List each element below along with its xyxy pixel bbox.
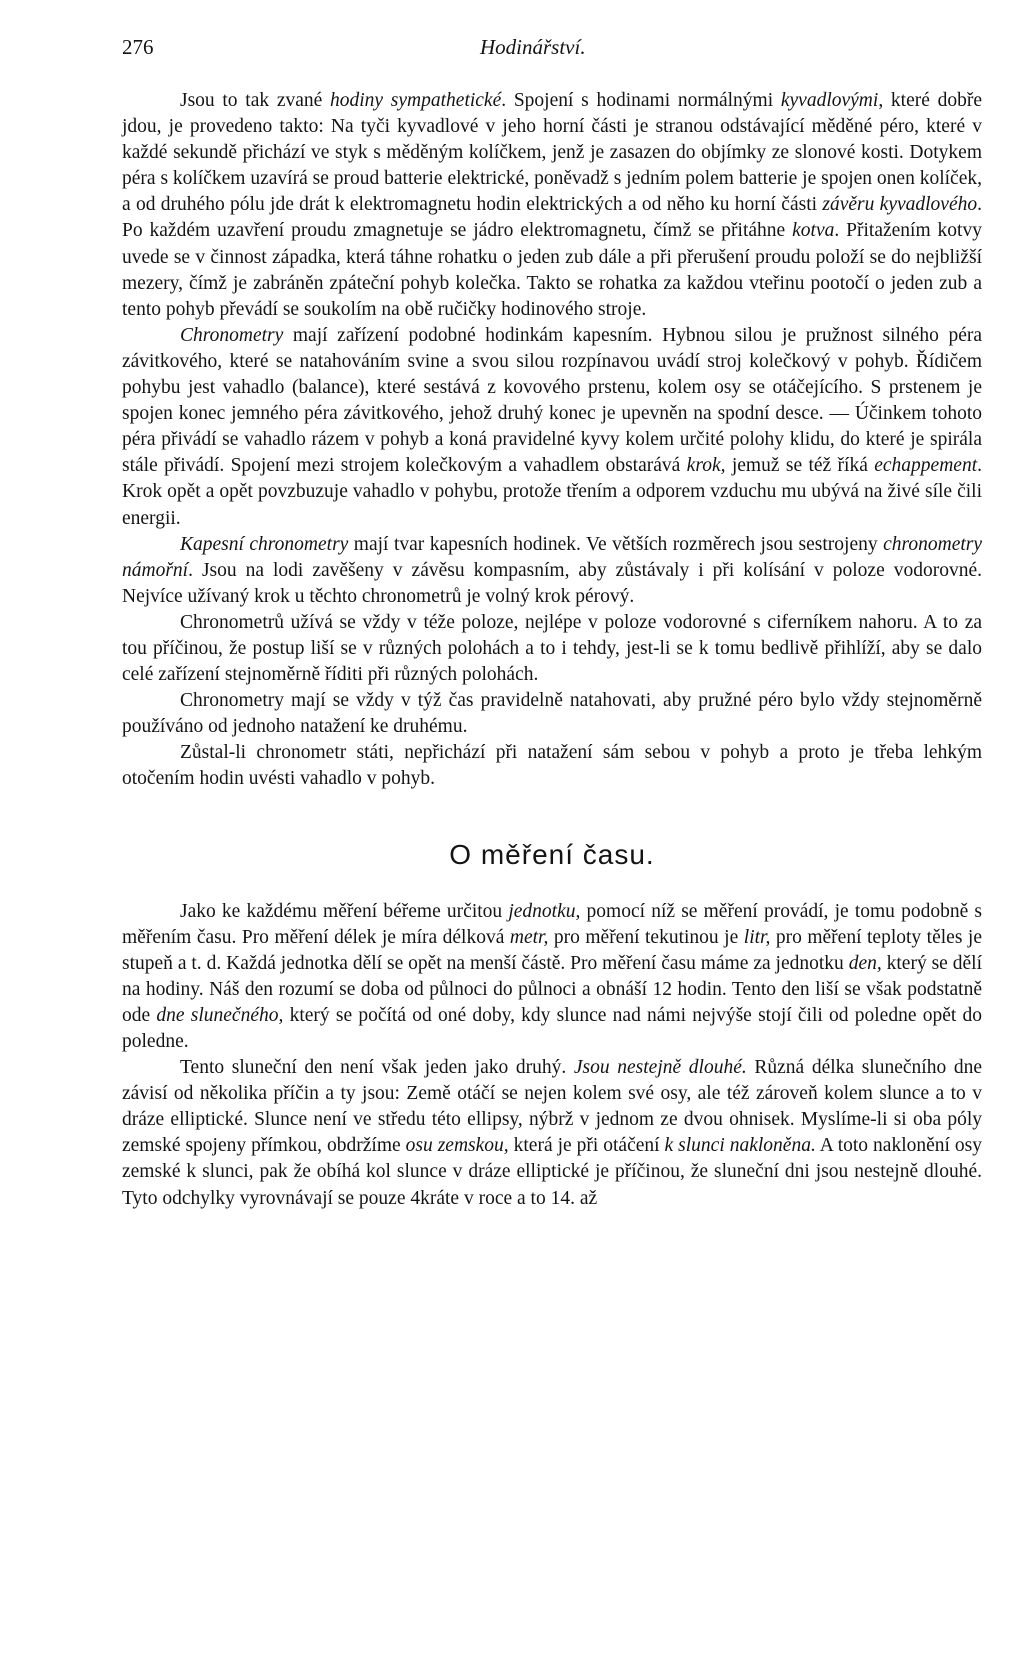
text-run: Tento sluneční den není však jeden jako druhý. [180,1057,574,1079]
page-header [122,34,982,68]
emphasis: litr, [743,926,771,948]
text-run: Jsou to tak zvané [180,90,330,111]
text-run: který se dělí na hodiny. Náš den rozumí se doba od půlnoci do půlnoci a obnáší 12 hodin. Tento den liší se však podstatně ode [122,952,982,1026]
text-run: mají tvar kapesních hodinek. Ve větších rozměrech jsou sestrojeny [348,533,884,555]
text-run: jemuž se též říká [725,455,875,477]
emphasis: Kapesní chronometry [180,533,349,555]
running-title: Hodinářství. [480,35,586,59]
text-run: který se počítá od oné doby, kdy slunce nad námi nejvýše stojí čili od poledne opět do poledne. [122,1004,982,1052]
paragraph-chronometer-stopped: Zůstal-li chronometr státi, nepřichází při natažení sám sebou v pohyb a proto je třeba lehkým otočením hodin uvésti vahadlo v pohyb. [122,742,982,790]
emphasis: den, [848,952,882,974]
text-run: A toto naklonění osy zemské k slunci, pak že obíhá kol slunce v dráze elliptické je příčinou, že sluneční dni jsou nestejně dlouhé. Tyto odchylky vyrovnávají se pouze 4kráte v roce a to 14. až [122,1135,982,1209]
text-run: pro měření teploty těles je stupeň a t. d. Každá jednotka dělí se opět na menší částě. Pro měření času máme za jednotku [122,926,982,974]
emphasis: hodiny sympathetické [330,90,502,111]
emphasis: kyvadlovými [780,90,879,111]
text-run: která je při otáčení [508,1135,665,1157]
text-run: Jako ke každému měření béřeme určitou [180,900,509,922]
emphasis: osu zemskou, [405,1135,509,1157]
text-run: . Krok opět a opět povzbuzuje vahadlo v pohybu, protože třením a odporem vzduchu mu ubývá na živé síle čili energii. [122,455,982,529]
emphasis: metr, [509,926,549,948]
emphasis: Chronometry [180,324,284,346]
page-number: 276 [122,35,154,59]
text-run: . Jsou na lodi zavěšeny v závěsu kompasním, aby zůstávaly i při kolísání v poloze vodorovné. Nejvíce užívaný krok u těchto chronometrů je volný krok pérový. [122,559,982,607]
emphasis: dne slunečného, [156,1004,284,1026]
section-heading: O měření času. [449,838,655,870]
text-run: Různá délka slunečního dne závisí od několika příčin a ty jsou: Země otáčí se nejen kolem své osy, ale též zároveň kolem slunce a to v dráze elliptické. Slunce není ve středu této ellipsy, nýbrž v jednom ze dvou ohnisek. Myslíme-li si oba póly zemské spojeny přímkou, obdržíme [122,1057,982,1157]
text-run: . Přitažením kotvy uvede se v činnost západka, která táhne rohatku o jeden zub dále a při přerušení proudu položí se do nejbližší mezery, čímž je zabráněn zpáteční pohyb kolečka. Takto se rohatka za každou vteřinu pootočí o jeden zub a tento pohyb převádí se soukolím na obě ručičky hodinového stroje. [122,220,982,320]
paragraph-pocket-chronometers [122,532,982,610]
text-run: mají zařízení podobné hodinkám kapesním. Hybnou silou je pružnost silného péra závitkového, které se natahováním svine a svou silou rozpínavou uvádí stroj kolečkový v pohyb. Řídičem pohybu jest vahadlo (balance), které sestává z kovového prstenu, kolem osy se otáčejícího. S prstenem je spojen konec jemného péra závitkového, jehož druhý konec je upevněn na spodní desce. — Účinkem tohoto péra přivádí se vahadlo rázem v pohyb a koná pravidelné kyvy kolem určité polohy klidu, do které je spirála stále přivádí. Spojení mezi strojem kolečkovým a vahadlem obstarává [122,324,982,477]
emphasis: chronometry námořní [122,533,983,581]
paragraph-solar-day [122,1055,982,1212]
emphasis: závěru kyvadlového [822,194,978,216]
paragraph-sympathetic-clocks [122,88,982,323]
text-run: pomocí níž se měření provádí, je tomu podobně s měřením času. Pro měření délek je míra délková [122,900,982,948]
emphasis: k slunci nakloněna. [664,1135,816,1157]
emphasis: kotva [792,220,835,242]
book-page [122,34,982,1212]
paragraph-time-units [122,899,982,1056]
emphasis: jednotku, [508,900,581,922]
paragraph-chronometers [122,323,982,532]
text-run: . Spojení s hodinami normálnými [501,90,781,111]
text-run: , které dobře jdou, je provedeno takto: Na tyči kyvadlové v jeho horní části je stranou odstávající měděné péro, které v každé sekundě přichází ve styk s měděným kolíčkem, jenž je zasazen do objímky ze slonové kosti. Dotykem péra s kolíčkem uzavírá se proud batterie elektrické, poněvadž s jedním polem batterie je spojen onen kolíček, a od druhého pólu jde drát k elektromagnetu hodin elektrických a od něho ku horní části [122,90,982,216]
emphasis: krok, [686,455,726,477]
text-run: . Po každém uzavření proudu zmagnetuje se jádro elektromagnetu, čímž se přitáhne [122,194,982,242]
emphasis: echappement [874,455,978,477]
emphasis: Jsou nestejně dlouhé. [573,1057,747,1079]
paragraph-chronometer-winding: Chronometry mají se vždy v týž čas pravidelně natahovati, aby pružné péro bylo vždy stejnoměrně používáno od jednoho natažení ke druhému. [122,690,982,738]
paragraph-chronometer-position: Chronometrů užívá se vždy v téže poloze, nejlépe v poloze vodorovné s ciferníkem nahoru. A to za tou příčinou, že postup liší se v různých polohách a to i tehdy, jest-li se k tomu bedlivě přihlíží, aby se dalo celé zařízení stejnoměrně říditi při různých polohách. [122,611,982,686]
text-run: pro měření tekutinou je [548,926,744,948]
